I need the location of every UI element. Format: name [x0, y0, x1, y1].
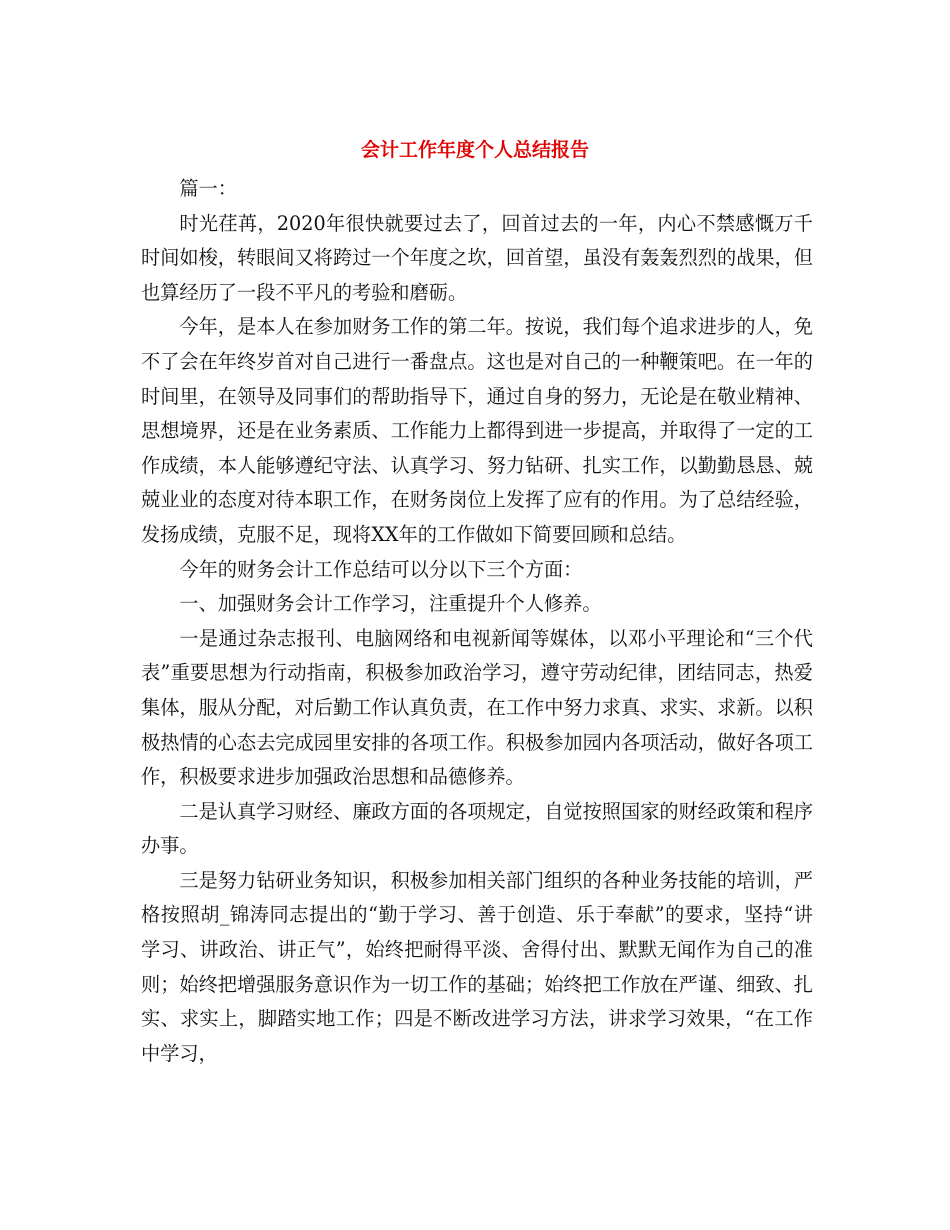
paragraph-third-item: 三是努力钻研业务知识，积极参加相关部门组织的各种业务技能的培训，严格按照胡_锦涛同志提出的“勤于学习、善于创造、乐于奉献”的要求，坚持“讲学习、讲政治、讲正气”，始终把耐得平淡、舍得付出、默默无闻作为自己的准则；始终把增强服务意识作为一切工作的基础；始终把工作放在严谨、细致、扎实、求实上，脚踏实地工作；四是不断改进学习方法，讲求学习效果，“在工作中学习， [141, 868, 813, 1065]
paragraph-first-item: 一是通过杂志报刊、电脑网络和电视新闻等媒体，以邓小平理论和“三个代表”重要思想为行动指南，积极参加政治学习，遵守劳动纪律，团结同志，热爱集体，服从分配，对后勤工作认真负责，在工作中努力求真、求实、求新。以积极热情的心态去完成园里安排的各项工作。积极参加园内各项活动，做好各项工作，积极要求进步加强政治思想和品德修养。 [141, 626, 813, 789]
paragraph-three-aspects: 今年的财务会计工作总结可以分以下三个方面： [179, 557, 583, 581]
document-title: 会计工作年度个人总结报告 [360, 139, 589, 161]
paragraph-section-heading: 篇一： [179, 177, 237, 200]
paragraph-point-one-heading: 一、加强财务会计工作学习，注重提升个人修养。 [179, 592, 602, 616]
paragraph-second-item: 二是认真学习财经、廉政方面的各项规定，自觉按照国家的财经政策和程序办事。 [141, 799, 813, 858]
document-body [141, 172, 813, 1071]
paragraph-second-year: 今年，是本人在参加财务工作的第二年。按说，我们每个追求进步的人，免不了会在年终岁首对自己进行一番盘点。这也是对自己的一种鞭策吧。在一年的时间里，在领导及同事们的帮助指导下，通过自身的努力，无论是在敬业精神、思想境界，还是在业务素质、工作能力上都得到进一步提高，并取得了一定的工作成绩，本人能够遵纪守法、认真学习、努力钻研、扎实工作，以勤勤恳恳、兢兢业业的态度对待本职工作，在财务岗位上发挥了应有的作用。为了总结经验，发扬成绩，克服不足，现将XX年的工作做如下简要回顾和总结。 [141, 315, 813, 546]
paragraph-intro: 时光荏苒，2020年很快就要过去了，回首过去的一年，内心不禁感慨万千时间如梭，转眼间又将跨过一个年度之坎，回首望，虽没有轰轰烈烈的战果，但也算经历了一段不平凡的考验和磨砺。 [141, 211, 813, 304]
